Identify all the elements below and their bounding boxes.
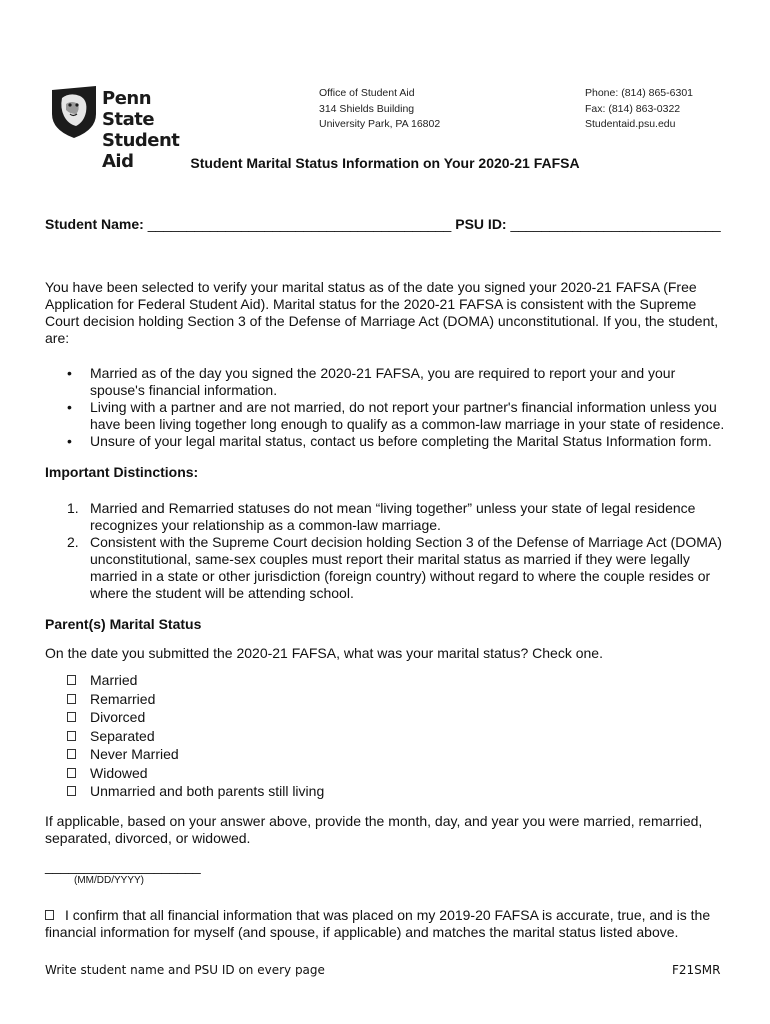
bullet-item xyxy=(45,433,724,450)
fax: Fax: (814) 863-0322 xyxy=(585,102,681,115)
distinction-line: unconstitutional, same-sex couples must report their marital status as married if they were legally xyxy=(90,551,690,567)
form-code: F21SMR xyxy=(672,963,721,977)
distinctions-heading: Important Distinctions: xyxy=(45,464,199,480)
logo-line-2: Student Aid xyxy=(102,130,180,172)
bullet-line: have been living together long enough to qualify as a common-law marriage in your state of residence. xyxy=(90,416,725,432)
marital-options xyxy=(45,671,725,801)
confirm-line: financial information for myself (and spouse, if applicable) and matches the marital status listed above. xyxy=(45,924,679,940)
nittany-lion-icon xyxy=(50,84,98,138)
student-name-field[interactable]: _______________________________________ xyxy=(147,216,452,232)
bullet-line: • Living with a partner and are not married, do not report your partner's financial information unless you xyxy=(90,399,717,415)
option-separated[interactable] xyxy=(45,727,725,746)
checkbox-icon[interactable] xyxy=(67,694,76,704)
bullet-item xyxy=(45,365,724,399)
date-prompt xyxy=(45,813,702,847)
parents-heading: Parent(s) Marital Status xyxy=(45,616,202,632)
checkbox-icon[interactable] xyxy=(67,768,76,778)
checkbox-icon[interactable] xyxy=(67,749,76,759)
bullet-item xyxy=(45,399,724,433)
option-widowed[interactable] xyxy=(45,764,725,783)
option-label: Unmarried and both parents still living xyxy=(90,783,325,799)
date-format-hint: (MM/DD/YYYY) xyxy=(74,875,144,886)
checkbox-icon[interactable] xyxy=(67,712,76,722)
intro-paragraph xyxy=(45,279,718,347)
website: Studentaid.psu.edu xyxy=(585,118,676,130)
student-name-label: Student Name: xyxy=(45,216,144,232)
checkbox-icon[interactable] xyxy=(67,731,76,741)
option-divorced[interactable] xyxy=(45,708,725,727)
option-label: Never Married xyxy=(90,746,179,762)
distinction-item xyxy=(45,500,722,534)
student-fields xyxy=(45,216,721,233)
option-married[interactable] xyxy=(45,671,725,690)
date-prompt-line: If applicable, based on your answer above, provide the month, day, and year you were married, remarried, xyxy=(45,813,703,829)
bullet-line: • Married as of the day you signed the 2020-21 FAFSA, you are required to report your and your xyxy=(90,365,676,381)
intro-line: You have been selected to verify your marital status as of the date you signed your 2020-21 FAFSA (Free xyxy=(45,279,697,295)
option-label: Widowed xyxy=(90,764,148,781)
option-label: Divorced xyxy=(90,709,146,725)
contact-info xyxy=(585,86,693,133)
date-prompt-line: separated, divorced, or widowed. xyxy=(45,830,251,846)
distinction-line: where the student will be attending school. xyxy=(90,585,354,601)
checkbox-icon[interactable] xyxy=(67,786,76,796)
logo-line-1: Penn State xyxy=(102,88,155,130)
bullet-line: spouse's financial information. xyxy=(90,382,278,398)
distinction-line: Consistent with the Supreme Court decision holding Section 3 of the Defense of Marriage Act (DOMA) xyxy=(90,534,722,550)
option-remarried[interactable] xyxy=(45,690,725,709)
office-line: University Park, PA 16802 xyxy=(319,118,441,130)
confirmation xyxy=(45,907,710,941)
confirm-checkbox-icon[interactable] xyxy=(45,910,54,920)
distinction-line: recognizes your relationship as a common-law marriage. xyxy=(90,517,441,533)
date-field[interactable]: ____________________ xyxy=(45,858,201,874)
confirm-line-1-wrap xyxy=(45,907,710,924)
distinction-line: Married and Remarried statuses do not mean “living together” unless your state of legal residence xyxy=(90,500,696,516)
option-label: Remarried xyxy=(90,690,156,707)
phone: Phone: (814) 865-6301 xyxy=(585,87,693,99)
checkbox-icon[interactable] xyxy=(67,675,76,685)
office-address xyxy=(319,86,440,133)
office-line: 314 Shields Building xyxy=(319,102,415,115)
intro-line: Application for Federal Student Aid). Marital status for the 2020-21 FAFSA is consistent with the Supreme xyxy=(45,296,697,312)
psu-id-label: PSU ID: xyxy=(455,216,507,232)
distinction-item xyxy=(45,534,722,602)
marital-question: On the date you submitted the 2020-21 FAFSA, what was your marital status? Check one. xyxy=(45,645,603,661)
status-bullet-list xyxy=(45,365,724,450)
confirm-line: I confirm that all financial information that was placed on my 2019-20 FAFSA is accurate, true, and is the xyxy=(65,907,711,923)
item-number: 1. xyxy=(67,500,79,516)
intro-line: are: xyxy=(45,330,70,346)
distinction-line: married in a state or other jurisdiction (foreign country) without regard to where the couple resides or xyxy=(90,568,711,584)
distinctions-list xyxy=(45,500,722,602)
office-line: Office of Student Aid xyxy=(319,87,415,99)
psu-id-field[interactable]: ___________________________ xyxy=(510,216,721,232)
option-label: Married xyxy=(90,672,138,688)
item-number: 2. xyxy=(67,534,79,550)
option-never-married[interactable] xyxy=(45,745,725,764)
page-title: Student Marital Status Information on Your 2020-21 FAFSA xyxy=(190,155,580,171)
penn-state-logo xyxy=(50,84,200,172)
footer-note: Write student name and PSU ID on every page xyxy=(45,963,325,977)
intro-line: Court decision holding Section 3 of the Defense of Marriage Act (DOMA) unconstitutional. If you, the student, xyxy=(45,313,719,329)
option-label: Separated xyxy=(90,727,155,744)
bullet-line: • Unsure of your legal marital status, contact us before completing the Marital Status Information form. xyxy=(90,433,712,449)
option-unmarried-both-living[interactable] xyxy=(45,782,725,801)
